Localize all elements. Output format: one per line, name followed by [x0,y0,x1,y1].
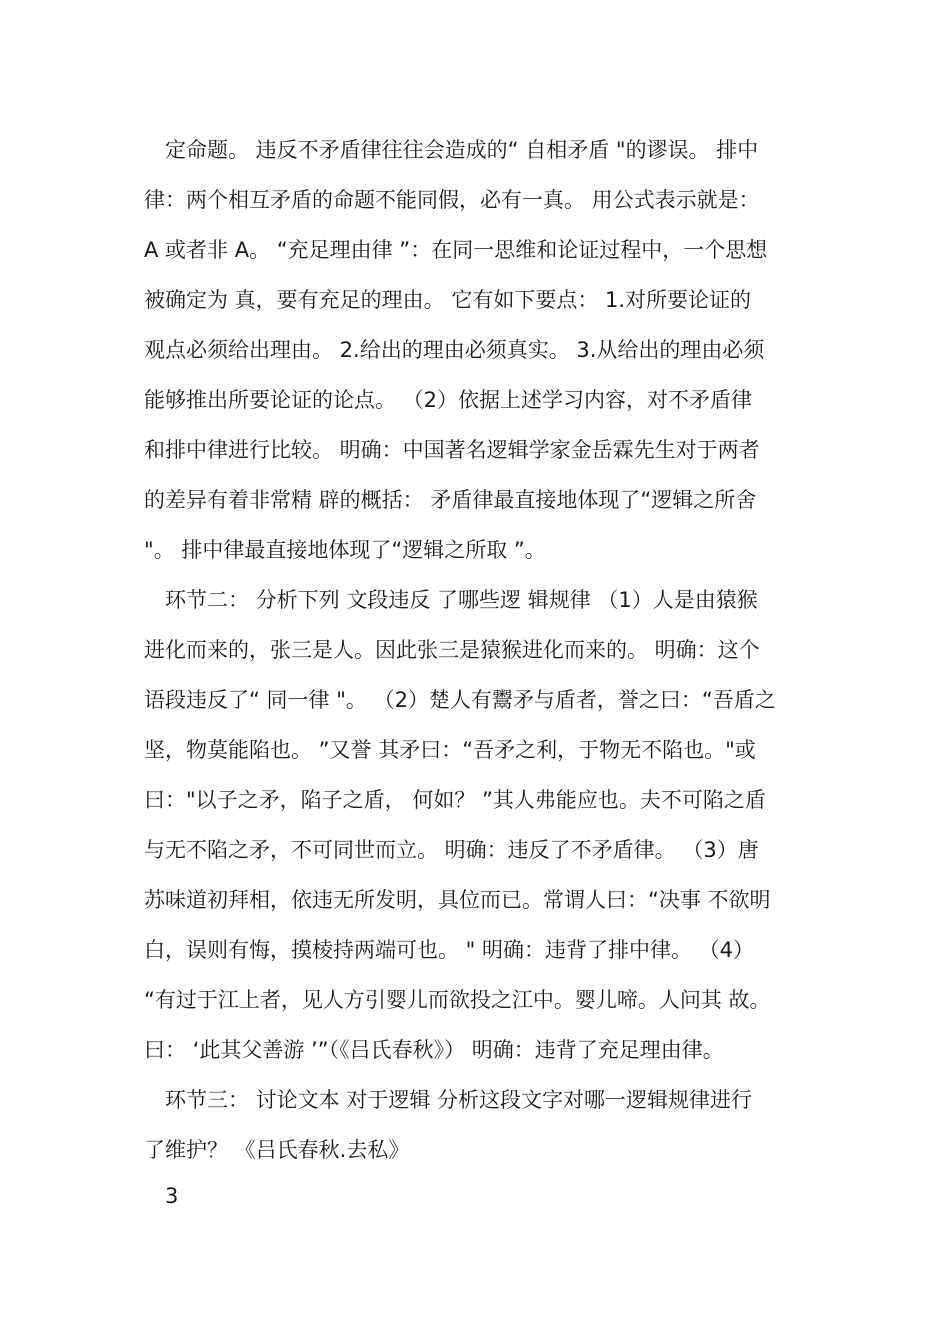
text-line: 和排中律进行比较。 明确：中国著名逻辑学家金岳霖先生对于两者 [144,438,760,462]
text-line: 进化而来的，张三是人。因此张三是猿猴进化而来的。 明确：这个 [144,638,760,662]
text-line: 坚，物莫能陷也。 ”又誉 其矛曰：“吾矛之利，于物无不陷也。"或 [144,738,756,762]
text-line: "。 排中律最直接地体现了“逻辑之所取 ”。 [144,538,546,562]
text-line: “有过于江上者，见人方引婴儿而欲投之江中。婴儿啼。人问其 故。 [144,988,771,1012]
text-line: 环节二： 分析下列 文段违反 了哪些逻 辑规律 （1）人是由猿猴 [144,588,758,612]
text-line: 观点必须给出理由。 2.给出的理由必须真实。 3.从给出的理由必须 [144,338,765,362]
text-line: 环节三： 讨论文本 对于逻辑 分析这段文字对哪一逻辑规律进行 [144,1088,753,1112]
text-line: 语段违反了“ 同一律 "。 （2）楚人有鬻矛与盾者，誉之曰：“吾盾之 [144,688,776,712]
text-line: 定命题。 违反不矛盾律往往会造成的“ 自相矛盾 "的谬误。 排中 [144,138,759,162]
text-line: 苏味道初拜相，依违无所发明，具位而已。常谓人曰：“决事 不欲明 [144,888,771,912]
text-line: 能够推出所要论证的论点。 （2）依据上述学习内容，对不矛盾律 [144,388,753,412]
page-number: 3 [144,1184,179,1208]
text-line: A 或者非 A。 “充足理由律 ”：在同一思维和论证过程中，一个思想 [144,238,768,262]
text-line: 曰："以子之矛，陷子之盾， 何如？ ”其人弗能应也。夫不可陷之盾 [144,788,766,812]
text-line: 的差异有着非常精 辟的概括： 矛盾律最直接地体现了“逻辑之所舍 [144,488,757,512]
text-line: 被确定为 真，要有充足的理由。 它有如下要点： 1.对所要论证的 [144,288,752,312]
text-line: 了维护？ 《吕氏春秋.去私》 [144,1138,410,1162]
text-line: 曰： ‘此其父善游 ’”（《吕氏春秋》） 明确：违背了充足理由律。 [144,1038,724,1062]
text-line: 白，误则有悔，摸棱持两端可也。 " 明确：违背了排中律。 （4） [144,938,755,962]
text-line: 律：两个相互矛盾的命题不能同假，必有一真。 用公式表示就是： [144,188,760,212]
text-line: 与无不陷之矛，不可同世而立。 明确：违反了不矛盾律。 （3）唐 [144,838,759,862]
